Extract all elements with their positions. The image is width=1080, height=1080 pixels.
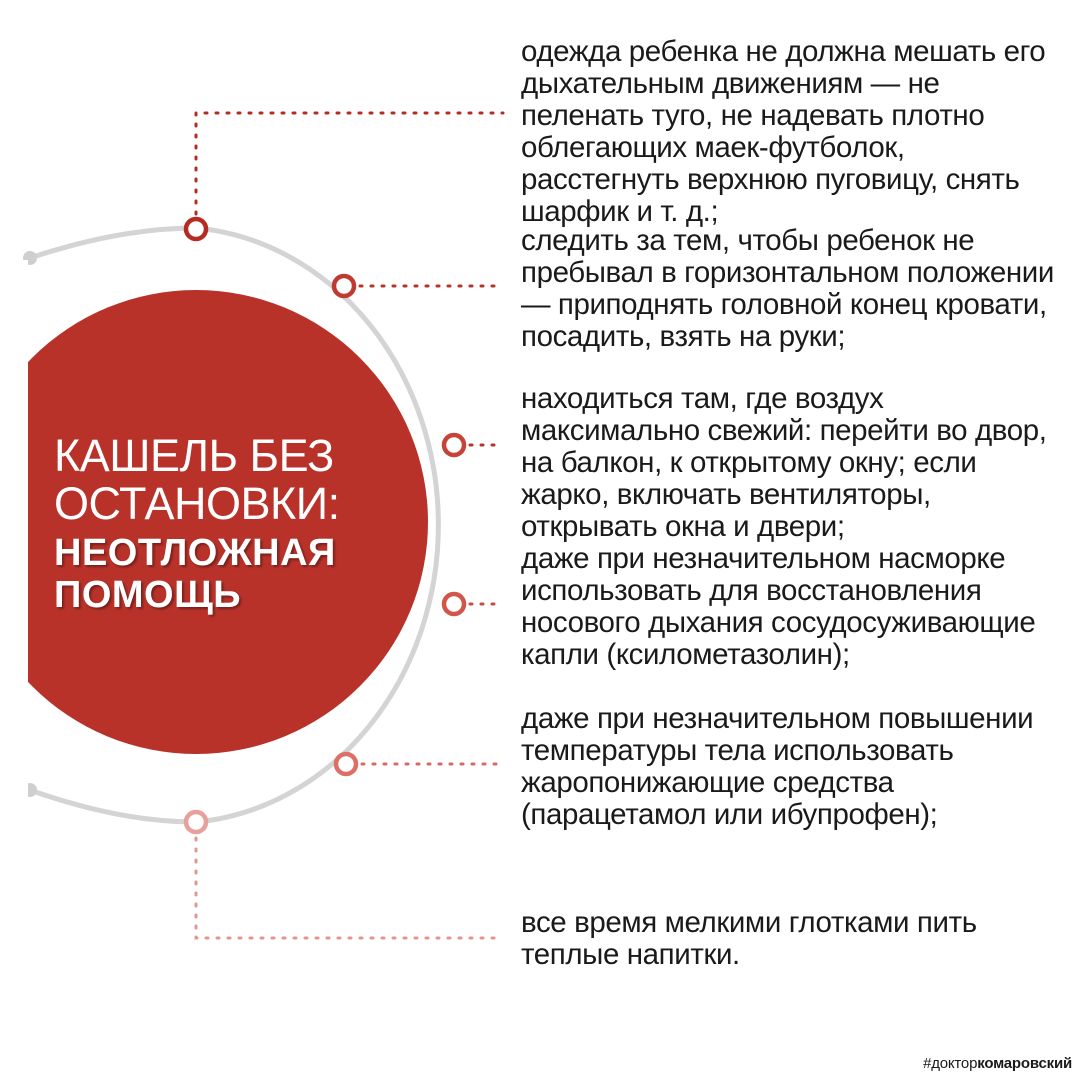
marker-5 xyxy=(336,754,356,774)
advice-item-3: находиться там, где воздух максимально свежий: перейти во двор, на балкон, к открытому окну; если жарко, включать вентиляторы, открывать окна и двери; xyxy=(521,382,1047,543)
connector-line-6 xyxy=(196,838,503,938)
connector-line-1 xyxy=(196,113,503,214)
title-line-3: НЕОТЛОЖНАЯ xyxy=(54,532,336,574)
advice-item-4: даже при незначительном насморке использовать для восстановления носового дыхания сосудосуживающие капли (ксилометазолин); xyxy=(521,542,1036,671)
hashtag-prefix: #доктор xyxy=(923,1055,978,1072)
title-line-2: ОСТАНОВКИ: xyxy=(54,478,340,529)
marker-6 xyxy=(186,812,206,832)
advice-item-1: одежда ребенка не должна мешать его дыхательным движениям — не пеленать туго, не надевать плотно облегающих маек-футболок, расстегнуть верхнюю пуговицу, снять шарфик и т. д.; xyxy=(521,35,1046,228)
marker-1 xyxy=(186,219,206,239)
advice-item-2: следить за тем, чтобы ребенок не пребывал в горизонтальном положении — приподнять головной конец кровати, посадить, взять на руки; xyxy=(521,224,1054,353)
marker-4 xyxy=(444,594,464,614)
marker-2 xyxy=(334,276,354,296)
marker-3 xyxy=(444,435,464,455)
advice-item-6: все время мелкими глотками пить теплые напитки. xyxy=(521,906,977,971)
hashtag-name: комаровский xyxy=(977,1055,1072,1072)
title-line-4: ПОМОЩЬ xyxy=(54,574,242,616)
left-edge-cover xyxy=(0,260,28,800)
title-block xyxy=(54,432,384,614)
hashtag xyxy=(923,1055,1072,1072)
advice-item-5: даже при незначительном повышении температуры тела использовать жаропонижающие средства (парацетамол или ибупрофен); xyxy=(521,702,1034,831)
title-line-1: КАШЕЛЬ БЕЗ xyxy=(54,430,334,481)
